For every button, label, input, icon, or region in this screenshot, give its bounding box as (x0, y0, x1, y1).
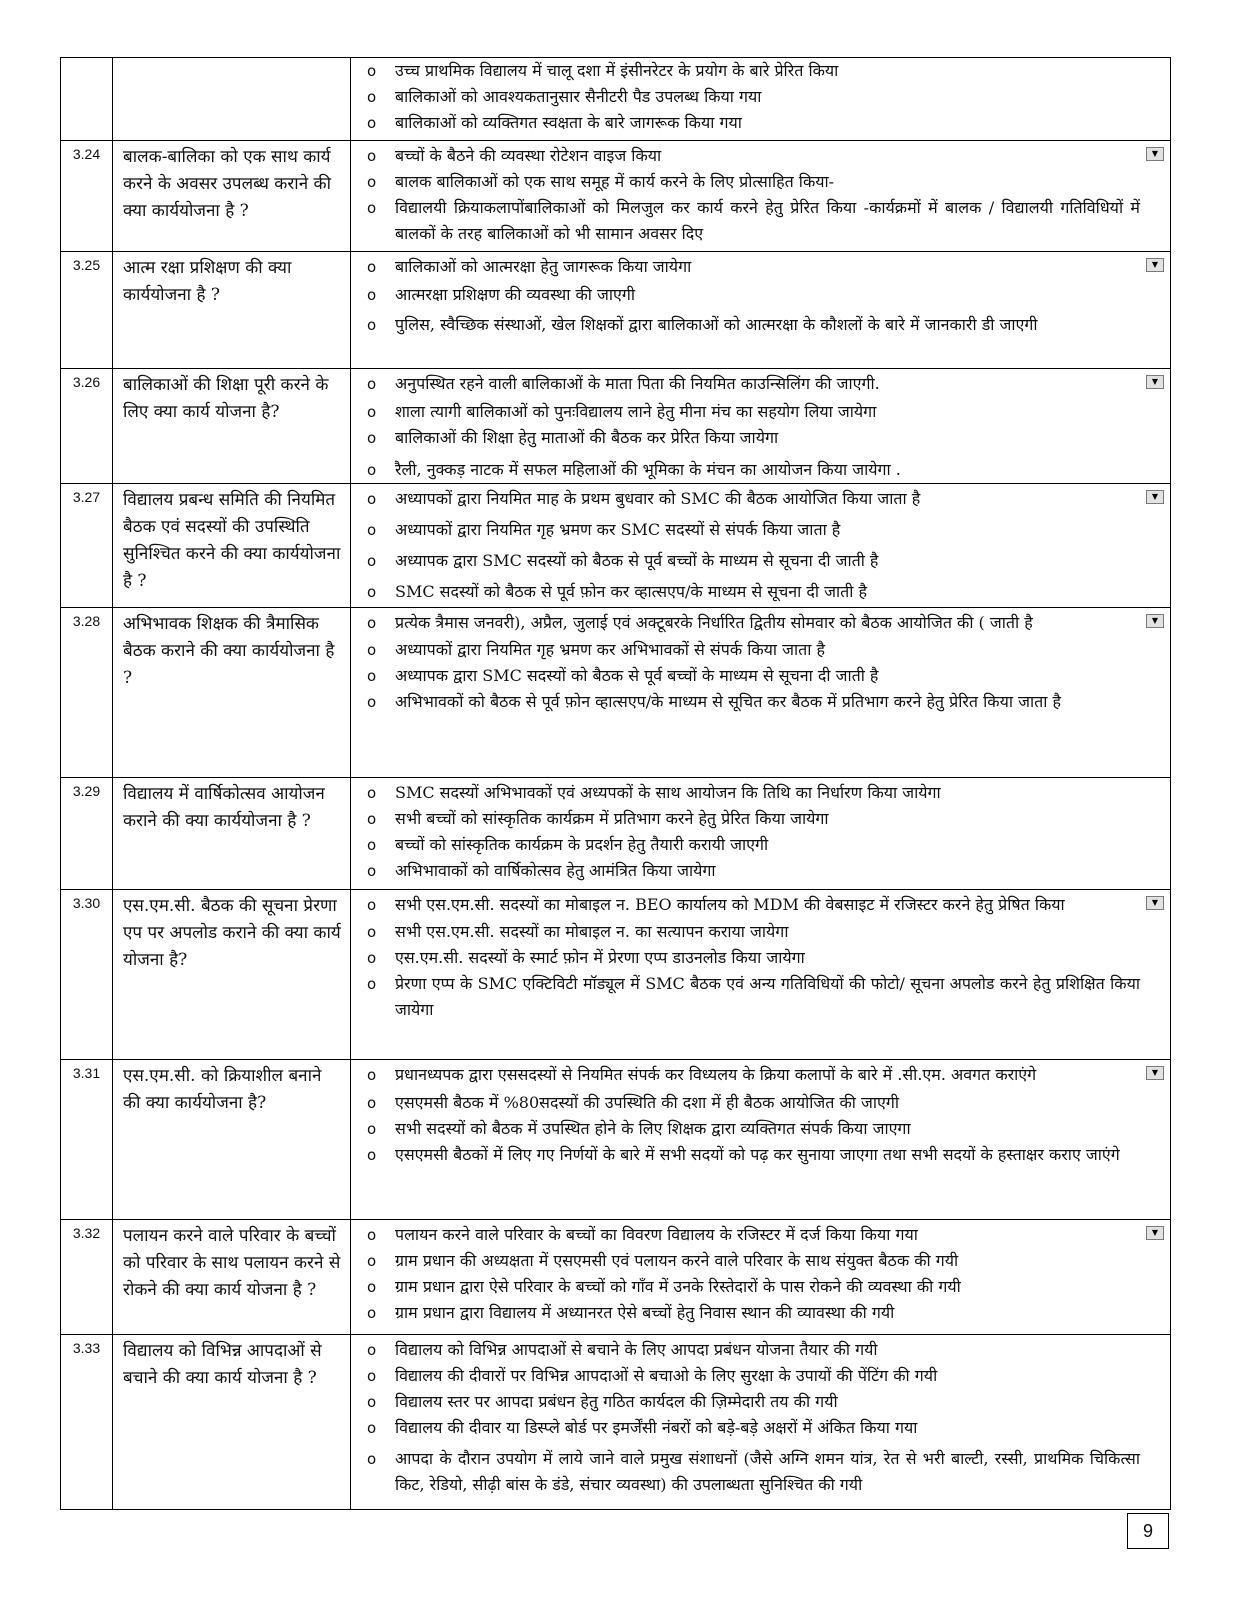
list-item (363, 141, 1140, 169)
bullet-icon: o (367, 641, 377, 659)
table-row (61, 252, 1171, 369)
list-item (363, 425, 1140, 451)
answer-cell (351, 1335, 1171, 1510)
bullet-icon: o (367, 403, 377, 421)
list-item (363, 806, 1140, 832)
bullet-icon: o (367, 258, 377, 276)
question-text (113, 58, 351, 141)
bullet-icon: o (367, 1094, 377, 1112)
answer-cell (351, 890, 1171, 1060)
list-item (363, 308, 1140, 338)
table-row (61, 890, 1171, 1060)
bullet-icon: o (367, 461, 377, 479)
list-item (363, 512, 1140, 543)
answer-text: ग्राम प्रधान द्वारा ऐसे परिवार के बच्चों को गाँव में उनके रिस्तेदारों के पास रोकने की व्यवस्था की गयी (395, 1277, 961, 1296)
bullet-icon: o (367, 1341, 377, 1359)
answer-cell (351, 608, 1171, 778)
list-item (363, 1142, 1140, 1168)
answer-text: आपदा के दौरान उपयोग में लाये जाने वाले प्रमुख संशाधनों (जैसे अग्नि शमन यांत्र, रेत से भरी बाल्टी, रस्सी, प्राथमिक चिकित्सा किट, रेडियो, सीढ़ी बांस के डंडे, संचार व्यवस्था) की उपलाब्धता सुनिश्चित की गयी (395, 1449, 1140, 1494)
bullet-icon: o (367, 1278, 377, 1296)
answer-text: प्रधानध्यपक द्वारा एससदस्यों से नियमित संपर्क कर विध्यलय के क्रिया कलापों के बारे में .सी.एम. अवगत कराएंगे (395, 1065, 1037, 1084)
dropdown-arrow-icon[interactable]: ▼ (1146, 1066, 1164, 1080)
list-item (363, 1389, 1140, 1415)
answer-text: सभी एस.एम.सी. सदस्यों का मोबाइल न. का सत्यापन कराया जायेगा (395, 922, 789, 941)
answer-cell (351, 141, 1171, 252)
bullet-icon: o (367, 552, 377, 570)
answer-list (351, 1335, 1140, 1498)
bullet-icon: o (367, 1252, 377, 1270)
answer-list (351, 1220, 1140, 1326)
bullet-icon: o (367, 1419, 377, 1437)
list-item (363, 574, 1140, 605)
list-item (363, 1415, 1140, 1441)
table-row (61, 484, 1171, 608)
dropdown-arrow-icon[interactable]: ▼ (1146, 1226, 1164, 1240)
answer-list (351, 252, 1140, 338)
answer-text: अनुपस्थित रहने वाली बालिकाओं के माता पिता की नियमित काउन्सिलिंग की जाएगी. (395, 374, 880, 393)
item-number: 3.25 (61, 252, 113, 369)
bullet-icon: o (367, 1226, 377, 1244)
bullet-icon: o (367, 490, 377, 508)
plan-table (60, 57, 1171, 1510)
item-number: 3.30 (61, 890, 113, 1060)
bullet-icon: o (367, 975, 377, 993)
answer-list (351, 608, 1140, 715)
answer-cell (351, 252, 1171, 369)
answer-text: प्रत्येक त्रैमास जनवरी), अप्रैल, जुलाई एवं अक्टूबरके निर्धारित द्वितीय सोमवार को बैठक आयोजित की ( जाती है (395, 613, 1033, 632)
answer-list (351, 1060, 1140, 1168)
list-item (363, 195, 1140, 247)
bullet-icon: o (367, 667, 377, 685)
list-item (363, 1335, 1140, 1363)
bullet-icon: o (367, 429, 377, 447)
list-item (363, 663, 1140, 689)
item-number: 3.27 (61, 484, 113, 608)
list-item (363, 832, 1140, 858)
bullet-icon: o (367, 784, 377, 802)
answer-text: SMC सदस्यों अभिभावकों एवं अध्यपकों के साथ आयोजन कि तिथि का निर्धारण किया जायेगा (395, 783, 941, 802)
answer-text: बच्चों को सांस्कृतिक कार्यक्रम के प्रदर्शन हेतु तैयारी करायी जाएगी (395, 835, 769, 854)
bullet-icon: o (367, 147, 377, 165)
question-text: आत्म रक्षा प्रशिक्षण की क्या कार्ययोजना है ? (113, 252, 351, 369)
answer-text: बालिकाओं को आत्मरक्षा हेतु जागरूक किया जायेगा (395, 257, 692, 276)
answer-text: शाला त्यागी बालिकाओं को पुनःविद्यालय लाने हेतु मीना मंच का सहयोग लिया जायेगा (395, 402, 877, 421)
answer-text: प्रेरणा एप्प के SMC एक्टिविटी मॉड्यूल में SMC बैठक एवं अन्य गतिविधियों की फोटो/ सूचना अपलोड करने हेतु प्रशिक्षित किया जायेगा (395, 974, 1140, 1019)
item-number: 3.26 (61, 369, 113, 484)
bullet-icon: o (367, 1304, 377, 1322)
question-text: अभिभावक शिक्षक की त्रैमासिक बैठक कराने की क्या कार्ययोजना है ? (113, 608, 351, 778)
answer-cell (351, 1220, 1171, 1335)
item-number (61, 58, 113, 141)
answer-cell (351, 484, 1171, 608)
list-item (363, 918, 1140, 945)
dropdown-arrow-icon[interactable]: ▼ (1146, 896, 1164, 910)
bullet-icon: o (367, 1393, 377, 1411)
table-row (61, 141, 1171, 252)
item-number: 3.33 (61, 1335, 113, 1510)
list-item (363, 778, 1140, 806)
answer-text: अध्यापक द्वारा SMC सदस्यों को बैठक से पूर्व बच्चों के माध्यम से सूचना दी जाती है (395, 551, 879, 570)
answer-list (351, 484, 1140, 605)
answer-text: अभिभावकों को बैठक से पूर्व फ़ोन व्हात्सएप/के माध्यम से सूचित कर बैठक में प्रतिभाग करने हेतु प्रेरित किया जाता है (395, 692, 1061, 711)
question-text: एस.एम.सी. बैठक की सूचना प्रेरणा एप पर अपलोड कराने की क्या कार्य योजना है? (113, 890, 351, 1060)
table-row (61, 778, 1171, 890)
bullet-icon: o (367, 286, 377, 304)
answer-text: एसएमसी बैठकों में लिए गए निर्णयों के बारे में सभी सदयों को पढ़ कर सुनाया जाएगा तथा सभी सदयों के हस्ताक्षर कराए जाएंगे (395, 1145, 1120, 1164)
dropdown-arrow-icon[interactable]: ▼ (1146, 490, 1164, 504)
answer-list (351, 890, 1140, 1023)
list-item (363, 1363, 1140, 1389)
question-text: बालक-बालिका को एक साथ कार्य करने के अवसर उपलब्ध कराने की क्या कार्ययोजना है ? (113, 141, 351, 252)
answer-text: विद्यालयी क्रियाकलापोंबालिकाओं को मिलजुल कर कार्य करने हेतु प्रेरित किया -कार्यक्रमों में बालक / विद्यालयी गतिविधियों में बालकों के तरह बालिकाओं को भी सामान अवसर दिए (395, 198, 1140, 243)
list-item (363, 689, 1140, 715)
list-item (363, 280, 1140, 308)
answer-list (351, 778, 1140, 884)
list-item (363, 84, 1140, 110)
answer-text: सभी बच्चों को सांस्कृतिक कार्यक्रम में प्रतिभाग करने हेतु प्रेरित किया जायेगा (395, 809, 829, 828)
bullet-icon: o (367, 375, 377, 393)
answer-text: पुलिस, स्वैच्छिक संस्थाओं, खेल शिक्षकों द्वारा बालिकाओं को आत्मरक्षा के कौशलों के बारे में जानकारी डी जाएगी (395, 315, 1038, 334)
answer-text: अध्यापकों द्वारा नियमित माह के प्रथम बुधवार को SMC की बैठक आयोजित किया जाता है (395, 489, 921, 508)
answer-text: एसएमसी बैठक में %80सदस्यों की उपस्थिति की दशा में ही बैठक आयोजित की जाएगी (395, 1093, 900, 1112)
answer-text: अध्यापकों द्वारा नियमित गृह भ्रमण कर अभिभावकों से संपर्क किया जाता है (395, 640, 825, 659)
table-row (61, 1335, 1171, 1510)
list-item (363, 1060, 1140, 1088)
item-number: 3.24 (61, 141, 113, 252)
dropdown-arrow-icon[interactable]: ▼ (1146, 147, 1164, 161)
answer-cell (351, 369, 1171, 484)
list-item (363, 608, 1140, 636)
bullet-icon: o (367, 1450, 377, 1468)
bullet-icon: o (367, 1367, 377, 1385)
answer-text: अभिभावाकों को वार्षिकोत्सव हेतु आमंत्रित किया जायेगा (395, 861, 716, 880)
bullet-icon: o (367, 923, 377, 941)
bullet-icon: o (367, 862, 377, 880)
list-item (363, 484, 1140, 512)
answer-text: विद्यालय स्तर पर आपदा प्रबंधन हेतु गठित कार्यदल की ज़िम्मेदारी तय की गयी (395, 1392, 838, 1411)
list-item (363, 110, 1140, 136)
table-row (61, 369, 1171, 484)
bullet-icon: o (367, 1120, 377, 1138)
bullet-icon: o (367, 173, 377, 191)
list-item (363, 1220, 1140, 1248)
bullet-icon: o (367, 614, 377, 632)
question-text: पलायन करने वाले परिवार के बच्चों को परिवार के साथ पलायन करने से रोकने की क्या कार्य योजना है ? (113, 1220, 351, 1335)
list-item (363, 543, 1140, 574)
list-item (363, 858, 1140, 884)
page-number: 9 (1127, 1513, 1169, 1549)
question-text: विद्यालय को विभिन्न आपदाओं से बचाने की क्या कार्य योजना है ? (113, 1335, 351, 1510)
answer-cell (351, 1060, 1171, 1220)
table-row (61, 1060, 1171, 1220)
answer-text: बालिकाओं की शिक्षा हेतु माताओं की बैठक कर प्रेरित किया जायेगा (395, 428, 779, 447)
answer-list (351, 369, 1140, 483)
answer-text: सभी सदस्यों को बैठक में उपस्थित होने के लिए शिक्षक द्वारा व्यक्तिगत संपर्क किया जाएगा (395, 1119, 911, 1138)
list-item (363, 1274, 1140, 1300)
item-number: 3.29 (61, 778, 113, 890)
table-row (61, 58, 1171, 141)
answer-text: ग्राम प्रधान द्वारा विद्यालय में अध्यानरत ऐसे बच्चों हेतु निवास स्थान की व्यावस्था की गयी (395, 1303, 895, 1322)
answer-text: बच्चों के बैठने की व्यवस्था रोटेशन वाइज किया (395, 146, 662, 165)
question-text: विद्यालय में वार्षिकोत्सव आयोजन कराने की क्या कार्ययोजना है ? (113, 778, 351, 890)
answer-text: विद्यालय की दीवारों पर विभिन्न आपदाओं से बचाओ के लिए सुरक्षा के उपायों की पेंटिंग की गयी (395, 1366, 938, 1385)
list-item (363, 58, 1140, 84)
bullet-icon: o (367, 62, 377, 80)
answer-text: SMC सदस्यों को बैठक से पूर्व फ़ोन कर व्हात्सएप/के माध्यम से सूचना दी जाती है (395, 582, 867, 601)
answer-text: रैली, नुक्कड़ नाटक में सफल महिलाओं की भूमिका के मंचन का आयोजन किया जायेगा . (395, 460, 901, 479)
item-number: 3.31 (61, 1060, 113, 1220)
bullet-icon: o (367, 896, 377, 914)
answer-text: विद्यालय को विभिन्न आपदाओं से बचाने के लिए आपदा प्रबंधन योजना तैयार की गयी (395, 1340, 878, 1359)
list-item (363, 1088, 1140, 1116)
answer-text: ग्राम प्रधान की अध्यक्षता में एसएमसी एवं पलायन करने वाले परिवार के साथ संयुक्त बैठक की गयी (395, 1251, 959, 1270)
list-item (363, 169, 1140, 195)
list-item (363, 397, 1140, 425)
answer-text: अध्यापकों द्वारा नियमित गृह भ्रमण कर SMC सदस्यों से संपर्क किया जाता है (395, 520, 841, 539)
answer-text: आत्मरक्षा प्रशिक्षण की व्यवस्था की जाएगी (395, 285, 635, 304)
dropdown-arrow-icon[interactable]: ▼ (1146, 375, 1164, 389)
bullet-icon: o (367, 114, 377, 132)
bullet-icon: o (367, 316, 377, 334)
bullet-icon: o (367, 88, 377, 106)
list-item (363, 252, 1140, 280)
answer-list (351, 58, 1140, 136)
item-number: 3.32 (61, 1220, 113, 1335)
table-row (61, 1220, 1171, 1335)
bullet-icon: o (367, 199, 377, 217)
item-number: 3.28 (61, 608, 113, 778)
answer-cell (351, 778, 1171, 890)
answer-text: सभी एस.एम.सी. सदस्यों का मोबाइल न. BEO कार्यालय को MDM की वेबसाइट में रजिस्टर करने हेतु प्रेषित किया (395, 895, 1065, 914)
bullet-icon: o (367, 583, 377, 601)
answer-text: बालिकाओं को आवश्यकतानुसार सैनीटरी पैड उपलब्ध किया गया (395, 87, 762, 106)
table-row (61, 608, 1171, 778)
answer-text: विद्यालय की दीवार या डिस्प्ले बोर्ड पर इमर्जेंसी नंबरों को बड़े-बड़े अक्षरों में अंकित किया गया (395, 1418, 918, 1437)
list-item (363, 451, 1140, 483)
dropdown-arrow-icon[interactable]: ▼ (1146, 614, 1164, 628)
bullet-icon: o (367, 949, 377, 967)
question-text: बालिकाओं की शिक्षा पूरी करने के लिए क्या कार्य योजना है? (113, 369, 351, 484)
bullet-icon: o (367, 1146, 377, 1164)
list-item (363, 636, 1140, 663)
question-text: विद्यालय प्रबन्ध समिति की नियमित बैठक एवं सदस्यों की उपस्थिति सुनिश्चित करने की क्या कार्ययोजना है ? (113, 484, 351, 608)
answer-text: बालक बालिकाओं को एक साथ समूह में कार्य करने के लिए प्रोत्साहित किया- (395, 172, 835, 191)
bullet-icon: o (367, 693, 377, 711)
bullet-icon: o (367, 521, 377, 539)
answer-text: अध्यापक द्वारा SMC सदस्यों को बैठक से पूर्व बच्चों के माध्यम से सूचना दी जाती है (395, 666, 879, 685)
answer-text: एस.एम.सी. सदस्यों के स्मार्ट फ़ोन में प्रेरणा एप्प डाउनलोड किया जायेगा (395, 948, 805, 967)
dropdown-arrow-icon[interactable]: ▼ (1146, 258, 1164, 272)
list-item (363, 1441, 1140, 1498)
answer-text: बालिकाओं को व्यक्तिगत स्वक्षता के बारे जागरूक किया गया (395, 113, 742, 132)
question-text: एस.एम.सी. को क्रियाशील बनाने की क्या कार्ययोजना है? (113, 1060, 351, 1220)
list-item (363, 369, 1140, 397)
bullet-icon: o (367, 1066, 377, 1084)
list-item (363, 1116, 1140, 1142)
list-item (363, 1248, 1140, 1274)
answer-cell (351, 58, 1171, 141)
list-item (363, 945, 1140, 971)
bullet-icon: o (367, 836, 377, 854)
list-item (363, 1300, 1140, 1326)
list-item (363, 971, 1140, 1023)
answer-text: उच्च प्राथमिक विद्यालय में चालू दशा में इंसीनरेटर के प्रयोग के बारे प्रेरित किया (395, 61, 839, 80)
answer-text: पलायन करने वाले परिवार के बच्चों का विवरण विद्यालय के रजिस्टर में दर्ज किया किया गया (395, 1225, 918, 1244)
answer-list (351, 141, 1140, 247)
list-item (363, 890, 1140, 918)
bullet-icon: o (367, 810, 377, 828)
